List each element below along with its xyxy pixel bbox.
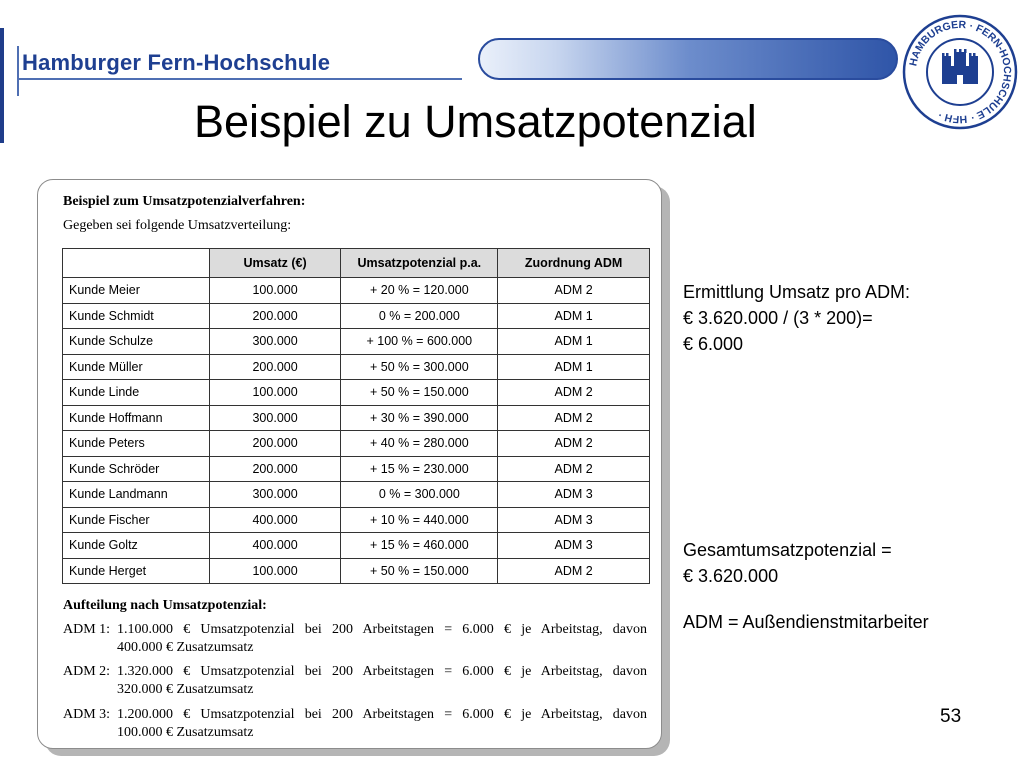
revenue-cell: 300.000 (209, 329, 341, 355)
left-accent-bar (0, 28, 4, 143)
allocation-text: 100.000 € Zusatzumsatz (117, 725, 254, 740)
potential-cell: + 50 % = 300.000 (341, 354, 498, 380)
customer-cell: Kunde Müller (63, 354, 210, 380)
table-row (63, 558, 650, 584)
customer-cell: Kunde Goltz (63, 533, 210, 559)
revenue-cell: 100.000 (209, 278, 341, 304)
allocation-text: 320.000 € Zusatzumsatz (117, 682, 254, 697)
adm-cell: ADM 2 (498, 456, 650, 482)
logo-horizontal-rule (17, 78, 462, 80)
customer-cell: Kunde Herget (63, 558, 210, 584)
potential-cell: + 20 % = 120.000 (341, 278, 498, 304)
brand-name: Hamburger Fern-Hochschule (22, 50, 331, 75)
table-row (63, 354, 650, 380)
potential-cell: + 15 % = 230.000 (341, 456, 498, 482)
allocation-label: ADM 3: (63, 707, 111, 722)
table-row (63, 303, 650, 329)
calculation-note (683, 279, 910, 357)
abbreviation-note: ADM = Außendienstmitarbeiter (683, 612, 929, 632)
table-row (63, 405, 650, 431)
customer-cell: Kunde Hoffmann (63, 405, 210, 431)
revenue-cell: 300.000 (209, 482, 341, 508)
university-seal-logo (902, 14, 1018, 130)
table-header-row (63, 249, 650, 278)
table-row (63, 329, 650, 355)
customer-cell: Kunde Landmann (63, 482, 210, 508)
potential-cell: + 50 % = 150.000 (341, 380, 498, 406)
potential-cell: + 50 % = 150.000 (341, 558, 498, 584)
customer-cell: Kunde Schröder (63, 456, 210, 482)
adm-cell: ADM 1 (498, 354, 650, 380)
allocation-label: ADM 2: (63, 664, 111, 679)
potential-cell: + 10 % = 440.000 (341, 507, 498, 533)
allocation-text: 1.200.000 € Umsatzpotenzial bei 200 Arbeitstagen = 6.000 € je Arbeitstag, davon (117, 707, 647, 722)
allocation-label: ADM 1: (63, 622, 111, 637)
revenue-cell: 200.000 (209, 456, 341, 482)
column-header (63, 249, 210, 278)
sales-distribution-table (62, 248, 650, 584)
revenue-cell: 100.000 (209, 380, 341, 406)
potential-cell: 0 % = 200.000 (341, 303, 498, 329)
note-line: Ermittlung Umsatz pro ADM: (683, 282, 911, 302)
revenue-cell: 400.000 (209, 507, 341, 533)
table-row (63, 482, 650, 508)
document-intro: Gegeben sei folgende Umsatzverteilung: (63, 218, 292, 233)
allocation-title: Aufteilung nach Umsatzpotenzial: (63, 598, 267, 613)
customer-cell: Kunde Schmidt (63, 303, 210, 329)
table-row (63, 456, 650, 482)
column-header: Umsatz (€) (209, 249, 341, 278)
adm-cell: ADM 2 (498, 278, 650, 304)
allocation-text: 1.100.000 € Umsatzpotenzial bei 200 Arbeitstagen = 6.000 € je Arbeitstag, davon (117, 622, 647, 637)
adm-cell: ADM 2 (498, 431, 650, 457)
seal-ring-text: HAMBURGER · FERN-HOCHSCHULE · HFH · (907, 18, 1014, 126)
revenue-cell: 100.000 (209, 558, 341, 584)
table-row (63, 380, 650, 406)
adm-cell: ADM 3 (498, 533, 650, 559)
total-potential-note (683, 537, 892, 589)
table-row (63, 533, 650, 559)
document-heading: Beispiel zum Umsatzpotenzialverfahren: (63, 194, 306, 209)
note-line: € 6.000 (683, 334, 744, 354)
potential-cell: + 15 % = 460.000 (341, 533, 498, 559)
customer-cell: Kunde Schulze (63, 329, 210, 355)
adm-cell: ADM 2 (498, 405, 650, 431)
revenue-cell: 200.000 (209, 431, 341, 457)
revenue-cell: 400.000 (209, 533, 341, 559)
adm-cell: ADM 3 (498, 507, 650, 533)
adm-cell: ADM 2 (498, 558, 650, 584)
column-header: Umsatzpotenzial p.a. (341, 249, 498, 278)
customer-cell: Kunde Linde (63, 380, 210, 406)
allocation-text: 400.000 € Zusatzumsatz (117, 640, 254, 655)
logo-vertical-rule (17, 46, 19, 96)
table-row (63, 278, 650, 304)
column-header: Zuordnung ADM (498, 249, 650, 278)
note-line: Gesamtumsatzpotenzial = (683, 540, 892, 560)
page-number: 53 (940, 706, 962, 727)
note-line: € 3.620.000 / (3 * 200)= (683, 308, 873, 328)
adm-cell: ADM 1 (498, 303, 650, 329)
document-panel (37, 179, 662, 749)
allocation-text: 1.320.000 € Umsatzpotenzial bei 200 Arbeitstagen = 6.000 € je Arbeitstag, davon (117, 664, 647, 679)
adm-cell: ADM 1 (498, 329, 650, 355)
adm-cell: ADM 2 (498, 380, 650, 406)
slide-title: Beispiel zu Umsatzpotenzial (194, 96, 757, 147)
customer-cell: Kunde Fischer (63, 507, 210, 533)
revenue-cell: 200.000 (209, 303, 341, 329)
potential-cell: + 30 % = 390.000 (341, 405, 498, 431)
customer-cell: Kunde Meier (63, 278, 210, 304)
table-row (63, 507, 650, 533)
customer-cell: Kunde Peters (63, 431, 210, 457)
potential-cell: 0 % = 300.000 (341, 482, 498, 508)
potential-cell: + 40 % = 280.000 (341, 431, 498, 457)
note-line: € 3.620.000 (683, 566, 779, 586)
potential-cell: + 100 % = 600.000 (341, 329, 498, 355)
adm-cell: ADM 3 (498, 482, 650, 508)
table-row (63, 431, 650, 457)
header-banner (478, 38, 898, 80)
revenue-cell: 200.000 (209, 354, 341, 380)
revenue-cell: 300.000 (209, 405, 341, 431)
